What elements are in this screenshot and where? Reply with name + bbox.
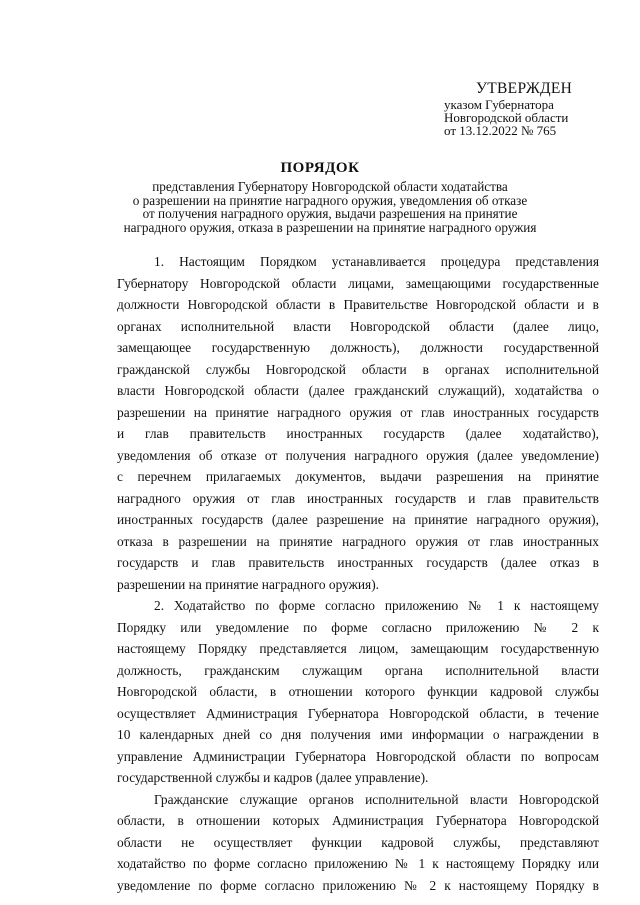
body-line: Губернатору Новгородской области лицами, замещающими государственные xyxy=(117,275,599,291)
body-line: разрешении на принятие наградного оружия). xyxy=(117,576,380,592)
body-line: власти Новгородской области (далее гражданский служащий), ходатайства о xyxy=(117,383,599,398)
body-line: Гражданские служащие органов исполнительной власти Новгородской xyxy=(154,791,599,807)
subtitle-line: представления Губернатору Новгородской области ходатайства xyxy=(152,179,508,194)
body-line: области не осуществляет функции кадровой службы, представляют xyxy=(117,834,599,850)
body-line: ходатайство по форме согласно приложению № 1 к настоящему Порядку или xyxy=(117,856,599,871)
body-line: уведомления об отказе от получения наградного оружия (далее уведомление) xyxy=(117,447,599,463)
body-line: осуществляет Администрация Губернатора Новгородской области, в течение xyxy=(117,705,599,721)
subtitle-line: наградного оружия, отказа в разрешении на принятие наградного оружия xyxy=(123,219,537,235)
document-subtitle xyxy=(100,180,560,234)
body-line: иностранных государств (далее разрешение на принятие наградного оружия), xyxy=(117,512,599,527)
subtitle-line: от получения наградного оружия, выдачи разрешения на принятие xyxy=(142,206,518,221)
body-line: отказа в разрешении на принятие наградного оружия от глав иностранных xyxy=(117,533,599,549)
body-line: Новгородской области, в отношении которого функции кадровой службы xyxy=(117,684,599,699)
body-line: 10 календарных дней со дня получения ими информации о награждении в xyxy=(117,727,599,742)
body-line: области, в отношении которых Администрация Губернатора Новгородской xyxy=(117,813,599,828)
approval-line: от 13.12.2022 № 765 xyxy=(444,123,557,138)
approval-stamp xyxy=(444,80,624,137)
body-line: разрешении на принятие наградного оружия от глав иностранных государств xyxy=(117,404,599,420)
body-line: должности Новгородской области в Правительстве Новгородской области и в xyxy=(117,297,599,312)
body-line: настоящему Порядку представляется лицом, замещающим государственную xyxy=(117,641,599,656)
body-line: 2. Ходатайство по форме согласно приложению № 1 к настоящему xyxy=(154,598,599,613)
body-line: государственной службы и кадров (далее управление). xyxy=(117,770,429,785)
body-line: замещающее государственную должность), должности государственной xyxy=(117,340,599,355)
body-line: должность, гражданским служащим органа исполнительной власти xyxy=(117,662,599,678)
body-line: уведомление по форме согласно приложению № 2 к настоящему Порядку в xyxy=(117,877,599,893)
document-title: ПОРЯДОК xyxy=(280,160,360,176)
body-line: Порядку или уведомление по форме согласно приложению № 2 к xyxy=(117,619,599,635)
body-line: органах исполнительной власти Новгородской области (далее лицо, xyxy=(117,318,599,334)
subtitle-line: о разрешении на принятие наградного оружия, уведомления об отказе xyxy=(132,192,528,208)
body-line: 1. Настоящим Порядком устанавливается процедура представления xyxy=(154,254,599,269)
document-body xyxy=(117,251,599,896)
approval-line: Новгородской области xyxy=(444,110,569,125)
body-line: государств и глав правительств иностранных государств (далее отказ в xyxy=(117,555,599,570)
approval-heading: УТВЕРЖДЕН xyxy=(476,80,573,97)
approval-line: указом Губернатора xyxy=(444,97,554,112)
body-line: с перечнем прилагаемых документов, выдачи разрешения на принятие xyxy=(117,469,599,484)
body-line: управление Администрации Губернатора Новгородской области по вопросам xyxy=(117,748,599,764)
body-line: наградного оружия от глав иностранных государств и глав правительств xyxy=(117,490,599,506)
body-line: и глав правительств иностранных государств (далее ходатайство), xyxy=(117,426,599,441)
body-line: гражданской службы Новгородской области в органах исполнительной xyxy=(117,361,599,377)
